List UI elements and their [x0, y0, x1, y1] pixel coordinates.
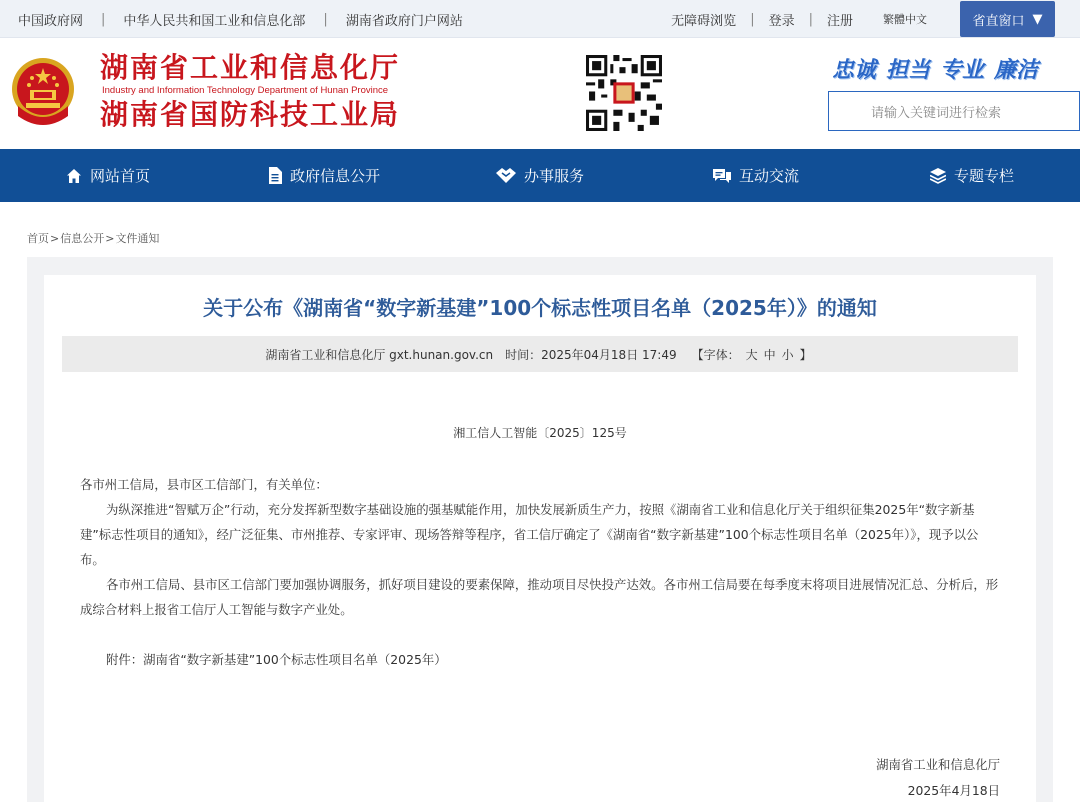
signature [876, 752, 1000, 802]
national-emblem-icon [10, 56, 76, 126]
department-title[interactable] [100, 52, 430, 131]
breadcrumb-home[interactable]: 首页 [27, 232, 49, 245]
chat-icon [713, 168, 731, 184]
font-size-control [689, 346, 815, 363]
article-meta [62, 336, 1018, 372]
slogan-word: 忠诚 [832, 58, 877, 83]
title-line-1: 湖南省工业和信息化厅 [100, 51, 401, 84]
layers-icon [930, 168, 946, 184]
nav-item-home[interactable] [0, 149, 216, 202]
font-size-medium[interactable]: 中 [763, 347, 776, 362]
handshake-icon [496, 168, 516, 184]
font-size-large[interactable]: 大 [745, 347, 758, 362]
paragraph: 为纵深推进“智赋万企”行动，充分发挥新型数字基础设施的强基赋能作用，加快发展新质生产力，按照《湖南省工业和信息化厅关于组织征集2025年“数字新基建”标志性项目的通知》，经广泛征集、市州推荐、专家评审、现场答辩等程序，省工信厅确定了《湖南省“数字新基建”100个标志性项目名单（2025年）》，现予以公布。 [80, 502, 979, 567]
link-miit[interactable]: 中华人民共和国工业和信息化部 [123, 13, 306, 29]
article-body [80, 472, 1002, 622]
nav-item-info-disclosure[interactable] [216, 149, 432, 202]
window-button-label: 省直窗口 [972, 13, 1025, 29]
salutation: 各市州工信局，县市区工信部门，有关单位： [80, 477, 328, 492]
breadcrumb-notices[interactable]: 文件通知 [115, 232, 160, 245]
register-link[interactable]: 注册 [826, 13, 853, 29]
title-english: Industry and Information Technology Department of Hunan Province [102, 85, 389, 96]
province-window-button[interactable] [960, 1, 1055, 37]
slogan-word: 担当 [886, 58, 931, 83]
top-bar [0, 0, 1080, 38]
link-hunan-gov[interactable]: 湖南省政府门户网站 [345, 13, 463, 29]
login-link[interactable]: 登录 [768, 13, 795, 29]
signature-org: 湖南省工业和信息化厅 [876, 757, 1000, 772]
nav-item-topics[interactable] [864, 149, 1080, 202]
breadcrumb [27, 230, 159, 246]
font-size-small[interactable]: 小 [781, 347, 794, 362]
document-icon [268, 167, 282, 184]
slogan-word: 专业 [940, 58, 985, 83]
article-title: 关于公布《湖南省“数字新基建”100个标志性项目名单（2025年）》的通知 [203, 296, 877, 320]
nav-label: 办事服务 [523, 167, 584, 185]
nav-item-services[interactable] [432, 149, 648, 202]
signature-date: 2025年4月18日 [907, 783, 1000, 798]
slogan [832, 53, 1038, 84]
site-header [0, 38, 1080, 149]
divider: | [101, 11, 106, 27]
top-links [18, 0, 463, 38]
divider: | [750, 11, 755, 27]
nav-label: 网站首页 [89, 167, 150, 185]
divider: | [323, 11, 328, 27]
font-size-label: 【字体： [691, 347, 740, 362]
traditional-chinese-link[interactable]: 繁體中文 [883, 13, 927, 26]
slogan-word: 廉洁 [994, 58, 1039, 83]
dropdown-triangle-icon: ▼ [1032, 11, 1043, 27]
attachment-link[interactable]: 附件：湖南省“数字新基建”100个标志性项目名单（2025年） [106, 652, 447, 667]
main-nav [0, 149, 1080, 202]
nav-label: 专题专栏 [953, 167, 1014, 185]
accessibility-link[interactable]: 无障碍浏览 [671, 13, 737, 29]
paragraph: 各市州工信局、县市区工信部门要加强协调服务，抓好项目建设的要素保障，推动项目尽快投产达效。各市州工信局要在每季度末将项目进展情况汇总、分析后，形成综合材料上报省工信厅人工智能与数字产业处。 [80, 577, 999, 617]
document-number: 湘工信人工智能〔2025〕125号 [453, 426, 627, 440]
nav-label: 互动交流 [738, 167, 799, 185]
nav-item-interaction[interactable] [648, 149, 864, 202]
title-line-2: 湖南省国防科技工业局 [100, 98, 401, 131]
nav-label: 政府信息公开 [289, 167, 380, 185]
qr-code-icon [586, 55, 662, 131]
article-source: 湖南省工业和信息化厅 gxt.hunan.gov.cn [265, 347, 494, 362]
home-icon [66, 168, 82, 184]
top-right-links [671, 0, 1080, 38]
link-gov-cn[interactable]: 中国政府网 [18, 13, 84, 29]
font-size-end: 】 [799, 347, 812, 362]
breadcrumb-info[interactable]: 信息公开 [60, 232, 105, 245]
search-input[interactable]: 请输入关键词进行检索 [828, 91, 1080, 131]
breadcrumb-separator: > [105, 232, 115, 245]
article-time: 时间：2025年04月18日 17:49 [505, 347, 677, 362]
breadcrumb-separator: > [50, 232, 60, 245]
divider: | [808, 11, 813, 27]
